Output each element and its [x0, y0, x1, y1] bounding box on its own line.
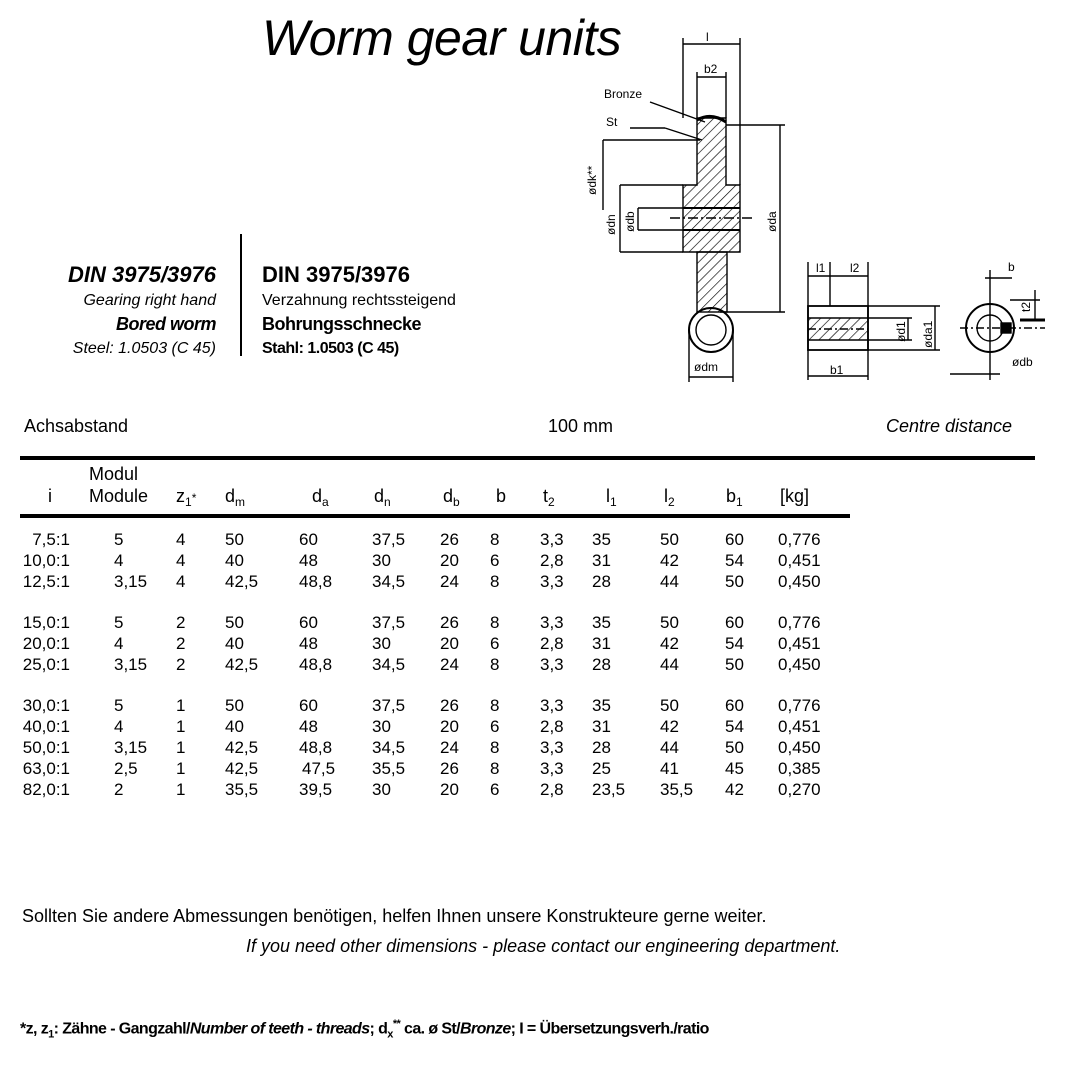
gearing-de: Verzahnung rechtssteigend — [262, 292, 456, 309]
cell-l1: 35 — [592, 613, 611, 632]
dim-label-b1: b1 — [830, 363, 844, 377]
cell-b: 8 — [490, 759, 500, 778]
cell-t2: 3,3 — [540, 655, 564, 674]
cell-db: 26 — [440, 696, 459, 715]
dim-label-l1: l1 — [816, 261, 826, 275]
cell-b: 8 — [490, 696, 500, 715]
header-module: Modul Module — [89, 464, 149, 506]
cell-weight: 0,270 — [778, 780, 821, 799]
dim-label-dn: ødn — [604, 214, 618, 235]
dim-label-b: b — [1008, 260, 1015, 274]
cell-b1: 50 — [725, 738, 744, 757]
cell-l1: 28 — [592, 738, 611, 757]
type-de: Bohrungsschnecke — [262, 314, 422, 334]
cell-dn: 34,5 — [372, 572, 406, 591]
cell-l2: 42 — [660, 634, 679, 653]
cell-l2: 44 — [660, 572, 679, 591]
cell-b: 8 — [490, 738, 500, 757]
table-header-rule — [20, 514, 850, 518]
cell-da: 48,8 — [299, 572, 333, 591]
cell-z1: 4 — [176, 572, 186, 591]
cell-t2: 3,3 — [540, 696, 564, 715]
dim-label-db: ødb — [623, 211, 637, 232]
cell-db: 20 — [440, 717, 459, 736]
cell-b1: 42 — [725, 780, 744, 799]
vertical-divider — [240, 234, 242, 356]
cell-dm: 42,5 — [225, 738, 259, 757]
header-i-text: i — [48, 486, 52, 506]
footnote-part-f: Bronze — [460, 1020, 511, 1038]
cell-ratio: 12,5:1 — [22, 572, 70, 591]
cell-l1: 28 — [592, 572, 611, 591]
footnote — [20, 1018, 709, 1041]
cell-module: 3,15 — [114, 572, 148, 591]
cell-dm: 35,5 — [225, 780, 259, 799]
cell-ratio: 40,0:1 — [22, 717, 70, 736]
cell-z1: 2 — [176, 634, 186, 653]
cell-module: 5 — [114, 613, 124, 632]
cell-dm: 40 — [225, 717, 244, 736]
cell-db: 24 — [440, 738, 459, 757]
cell-l1: 25 — [592, 759, 611, 778]
cell-ratio: 10,0:1 — [22, 551, 70, 570]
cell-da: 47,5 — [302, 759, 336, 778]
footnote-part-a: *z, z — [20, 1020, 49, 1038]
gearing-en: Gearing right hand — [83, 292, 216, 309]
cell-db: 20 — [440, 634, 459, 653]
cell-t2: 3,3 — [540, 613, 564, 632]
cell-t2: 2,8 — [540, 551, 564, 570]
cell-dm: 50 — [225, 696, 244, 715]
note-german: Sollten Sie andere Abmessungen benötigen, helfen Ihnen unsere Konstrukteure gerne weiter. — [22, 906, 767, 926]
dim-label-d1: ød1 — [894, 321, 908, 342]
cell-b: 6 — [490, 717, 500, 736]
footnote-part-c: Number of teeth - threads — [189, 1020, 370, 1038]
dim-label-l: l — [706, 30, 709, 44]
cell-dm: 42,5 — [225, 759, 259, 778]
cell-z1: 2 — [176, 613, 186, 632]
cell-module: 3,15 — [114, 738, 148, 757]
cell-l1: 31 — [592, 717, 611, 736]
material-de: Stahl: 1.0503 (C 45) — [262, 340, 399, 357]
cell-l2: 35,5 — [660, 780, 694, 799]
cell-ratio: 25,0:1 — [22, 655, 70, 674]
cell-dn: 34,5 — [372, 738, 406, 757]
cell-b1: 50 — [725, 655, 744, 674]
cell-l2: 50 — [660, 613, 679, 632]
cell-l1: 23,5 — [592, 780, 626, 799]
cell-db: 20 — [440, 780, 459, 799]
cell-l2: 41 — [660, 759, 679, 778]
footnote-part-d: ; d — [369, 1020, 388, 1038]
cell-weight: 0,451 — [778, 634, 821, 653]
header-dm: $d_m$ — [225, 486, 246, 509]
dim-label-da: øda — [765, 211, 779, 232]
cell-l2: 44 — [660, 738, 679, 757]
cell-b: 8 — [490, 530, 500, 549]
dim-label-t2: t2 — [1019, 301, 1033, 312]
cell-z1: 1 — [176, 780, 186, 799]
label-st: St — [606, 115, 618, 129]
header-kg: [kg] — [780, 486, 810, 506]
cell-da: 48,8 — [299, 738, 333, 757]
dim-label-da1: øda1 — [921, 320, 935, 348]
cell-b: 8 — [490, 572, 500, 591]
header-da: $d_a$ — [312, 486, 329, 509]
cell-weight: 0,450 — [778, 655, 821, 674]
cell-dm: 42,5 — [225, 655, 259, 674]
cell-db: 20 — [440, 551, 459, 570]
footnote-sup-d: ** — [392, 1018, 401, 1030]
cell-l2: 42 — [660, 717, 679, 736]
cell-dm: 42,5 — [225, 572, 259, 591]
footnote-part-e: ca. ø St/ — [400, 1020, 460, 1038]
cell-b1: 60 — [725, 613, 744, 632]
cell-module: 4 — [114, 634, 124, 653]
header-i — [48, 486, 52, 507]
footnote-part-b: : Zähne - Gangzahl/ — [53, 1020, 190, 1038]
footnote-sub-a: 1 — [48, 1028, 54, 1041]
cell-z1: 4 — [176, 551, 186, 570]
cell-da: 39,5 — [299, 780, 333, 799]
din-standard-de: DIN 3975/3976 — [262, 262, 410, 287]
dim-label-b2: b2 — [704, 62, 718, 76]
cell-module: 3,15 — [114, 655, 148, 674]
cell-b: 6 — [490, 780, 500, 799]
cell-z1: 1 — [176, 759, 186, 778]
cell-z1: 2 — [176, 655, 186, 674]
header-z1: $z_1*$ — [176, 486, 197, 509]
cell-module: 2 — [114, 780, 124, 799]
cell-l1: 31 — [592, 634, 611, 653]
din-standard-en: DIN 3975/3976 — [68, 262, 216, 287]
cell-ratio: 63,0:1 — [22, 759, 70, 778]
cell-module: 4 — [114, 551, 124, 570]
cell-l1: 35 — [592, 530, 611, 549]
cell-db: 24 — [440, 655, 459, 674]
centre-distance-label-de: Achsabstand — [24, 416, 129, 436]
cell-dm: 40 — [225, 551, 244, 570]
cell-b1: 60 — [725, 530, 744, 549]
cell-db: 24 — [440, 572, 459, 591]
table-top-rule — [20, 456, 1035, 460]
cell-l2: 50 — [660, 530, 679, 549]
cell-weight: 0,451 — [778, 551, 821, 570]
footnote-sub-d: x — [387, 1028, 393, 1041]
cell-t2: 2,8 — [540, 780, 564, 799]
header-dn: $d_n$ — [374, 486, 391, 509]
worm-gear-drawing — [560, 25, 1060, 395]
footnote-part-g: ; I = Übersetzungsverh./ratio — [510, 1020, 709, 1038]
note-english: If you need other dimensions - please contact our engineering department. — [246, 936, 841, 956]
cell-ratio: 20,0:1 — [22, 634, 70, 653]
cell-z1: 1 — [176, 717, 186, 736]
cell-ratio: 7,5:1 — [32, 530, 70, 549]
cell-t2: 2,8 — [540, 717, 564, 736]
cell-weight: 0,450 — [778, 738, 821, 757]
cell-dn: 37,5 — [372, 613, 406, 632]
material-en: Steel: 1.0503 (C 45) — [72, 340, 216, 357]
cell-dn: 30 — [372, 717, 391, 736]
cell-weight: 0,451 — [778, 717, 821, 736]
cell-b1: 54 — [725, 634, 744, 653]
cell-dn: 30 — [372, 551, 391, 570]
header-t2: $t_2$ — [543, 486, 555, 509]
cell-da: 48 — [299, 634, 318, 653]
cell-dn: 30 — [372, 634, 391, 653]
cell-b: 8 — [490, 655, 500, 674]
cell-b1: 45 — [725, 759, 744, 778]
cell-module: 5 — [114, 696, 124, 715]
cell-da: 48,8 — [299, 655, 333, 674]
cell-z1: 1 — [176, 738, 186, 757]
cell-dm: 50 — [225, 613, 244, 632]
cell-db: 26 — [440, 613, 459, 632]
cell-module: 2,5 — [114, 759, 138, 778]
dim-label-l2: l2 — [850, 261, 860, 275]
cell-da: 60 — [299, 530, 318, 549]
cell-b1: 60 — [725, 696, 744, 715]
cell-dn: 34,5 — [372, 655, 406, 674]
header-l2: $l_2$ — [664, 486, 675, 509]
label-bronze: Bronze — [604, 87, 643, 101]
cell-db: 26 — [440, 530, 459, 549]
type-en: Bored worm — [115, 314, 216, 334]
dim-label-dm: ødm — [694, 360, 718, 374]
cell-ratio: 30,0:1 — [22, 696, 70, 715]
cell-t2: 2,8 — [540, 634, 564, 653]
cell-da: 48 — [299, 717, 318, 736]
cell-l1: 35 — [592, 696, 611, 715]
cell-z1: 4 — [176, 530, 186, 549]
cell-dn: 37,5 — [372, 696, 406, 715]
cell-t2: 3,3 — [540, 738, 564, 757]
cell-da: 60 — [299, 696, 318, 715]
cell-t2: 3,3 — [540, 530, 564, 549]
cell-weight: 0,776 — [778, 696, 821, 715]
cell-module: 4 — [114, 717, 124, 736]
cell-weight: 0,450 — [778, 572, 821, 591]
cell-b: 8 — [490, 613, 500, 632]
cell-ratio: 50,0:1 — [22, 738, 70, 757]
header-l1: $l_1$ — [606, 486, 617, 509]
header-db: $d_b$ — [443, 486, 460, 509]
cell-l2: 42 — [660, 551, 679, 570]
centre-distance-label-en: Centre distance — [886, 416, 1013, 436]
dim-label-dk: ødk** — [585, 165, 599, 195]
cell-t2: 3,3 — [540, 759, 564, 778]
cell-b1: 50 — [725, 572, 744, 591]
page-title: Worm gear units — [262, 10, 622, 66]
cell-ratio: 82,0:1 — [22, 780, 70, 799]
cell-weight: 0,385 — [778, 759, 821, 778]
cell-dn: 35,5 — [372, 759, 406, 778]
cell-dn: 37,5 — [372, 530, 406, 549]
cell-l1: 28 — [592, 655, 611, 674]
cell-l2: 50 — [660, 696, 679, 715]
cell-dm: 50 — [225, 530, 244, 549]
cell-z1: 1 — [176, 696, 186, 715]
header-b: b — [496, 486, 507, 506]
cell-l2: 44 — [660, 655, 679, 674]
cell-b1: 54 — [725, 717, 744, 736]
centre-distance-value: 100 mm — [548, 416, 614, 436]
cell-db: 26 — [440, 759, 459, 778]
cell-module: 5 — [114, 530, 124, 549]
cell-dm: 40 — [225, 634, 244, 653]
cell-b: 6 — [490, 551, 500, 570]
cell-dn: 30 — [372, 780, 391, 799]
header-b1: $b_1$ — [726, 486, 743, 509]
cell-ratio: 15,0:1 — [22, 613, 70, 632]
cell-b: 6 — [490, 634, 500, 653]
cell-t2: 3,3 — [540, 572, 564, 591]
cell-da: 60 — [299, 613, 318, 632]
cell-weight: 0,776 — [778, 530, 821, 549]
dim-label-db-end: ødb — [1012, 355, 1033, 369]
cell-l1: 31 — [592, 551, 611, 570]
cell-weight: 0,776 — [778, 613, 821, 632]
cell-b1: 54 — [725, 551, 744, 570]
cell-da: 48 — [299, 551, 318, 570]
